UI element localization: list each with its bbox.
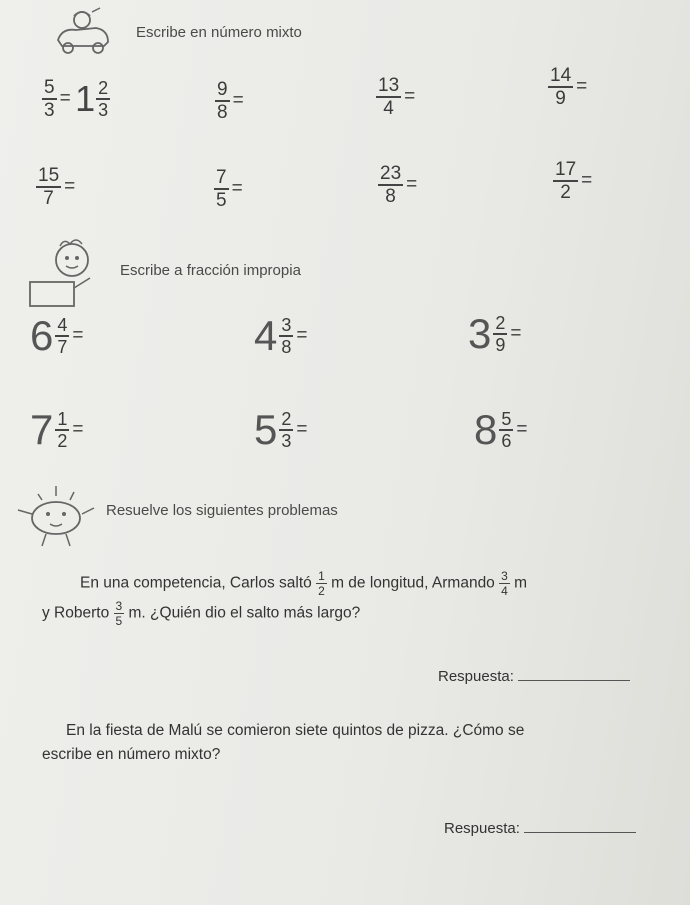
- whole-number: 4: [254, 312, 278, 359]
- exercise-item: $\frac{23}{8}$ =: [380, 163, 418, 207]
- fraction: $\frac{7}{5}$: [216, 167, 227, 211]
- fraction: $\frac{3}{8}$: [281, 315, 292, 357]
- problem-2-line-2: escribe en número mixto?: [42, 746, 221, 763]
- exercise-item: 4 $\frac{3}{8}$ =: [254, 312, 308, 359]
- section-title-problems: Resuelve los siguientes problemas: [106, 502, 338, 519]
- cartoon-thinking-child-icon: [12, 480, 98, 548]
- whole-number: 7: [30, 406, 54, 453]
- fraction: $\frac{17}{2}$: [555, 159, 577, 203]
- exercise-item: $\frac{9}{8}$ =: [217, 79, 244, 123]
- whole-number: 3: [468, 310, 492, 357]
- answer-1: Respuesta:: [438, 668, 630, 685]
- fraction: $\frac{23}{8}$: [380, 163, 402, 207]
- example-conversion: [42, 78, 110, 120]
- exercise-item: 5 $\frac{2}{3}$ =: [254, 406, 308, 453]
- fraction: $\frac{2}{9}$: [495, 313, 506, 355]
- cartoon-child-sign-icon: [26, 238, 108, 308]
- problem-1-line-2: y Roberto $\frac{3}{5}$ m. ¿Quién dio el salto más largo?: [42, 599, 361, 628]
- exercise-item: 6 $\frac{4}{7}$ =: [30, 312, 84, 359]
- fraction: $\frac{14}{9}$: [550, 65, 572, 109]
- whole-number: 1: [75, 78, 96, 119]
- fraction: $\frac{13}{4}$: [378, 75, 400, 119]
- whole-number: 6: [30, 312, 54, 359]
- equals-sign: =: [59, 88, 71, 109]
- fraction: $\frac{1}{2}$: [57, 409, 68, 451]
- fraction: $\frac{3}{4}$: [501, 569, 508, 598]
- exercise-item: $\frac{17}{2}$ =: [555, 159, 593, 203]
- whole-number: 5: [254, 406, 278, 453]
- fraction: $\frac{5}{6}$: [501, 409, 512, 451]
- exercise-item: $\frac{15}{7}$ =: [38, 165, 76, 209]
- exercise-item: 7 $\frac{1}{2}$ =: [30, 406, 84, 453]
- answer-2: Respuesta:: [444, 820, 636, 837]
- exercise-item: $\frac{7}{5}$ =: [216, 167, 243, 211]
- answer-blank-1[interactable]: [518, 680, 630, 681]
- exercise-item: 8 $\frac{5}{6}$ =: [474, 406, 528, 453]
- problem-1-line-1: En una competencia, Carlos saltó $\frac{1}{2}$ m de longitud, Armando $\frac{3}{4}$ m: [80, 569, 528, 598]
- cartoon-car-icon: [52, 6, 114, 58]
- section-title-improper-fraction: Escribe a fracción impropia: [120, 262, 301, 279]
- exercise-item: $\frac{14}{9}$ =: [550, 65, 588, 109]
- problem-2-line-1: En la fiesta de Malú se comieron siete quintos de pizza. ¿Cómo se: [66, 722, 525, 739]
- fraction: $\frac{5}{3}$: [44, 77, 55, 121]
- whole-number: 8: [474, 406, 498, 453]
- fraction: $\frac{2}{3}$: [98, 78, 109, 120]
- section-title-mixed-number: Escribe en número mixto: [136, 24, 302, 41]
- fraction: $\frac{3}{5}$: [115, 599, 123, 628]
- fraction: $\frac{4}{7}$: [57, 315, 68, 357]
- exercise-item: $\frac{13}{4}$ =: [378, 75, 416, 119]
- exercise-item: 3 $\frac{2}{9}$ =: [468, 310, 522, 357]
- fraction: $\frac{2}{3}$: [281, 409, 292, 451]
- fraction: $\frac{9}{8}$: [217, 79, 228, 123]
- fraction: $\frac{15}{7}$: [38, 165, 60, 209]
- answer-blank-2[interactable]: [524, 832, 636, 833]
- fraction: $\frac{1}{2}$: [318, 569, 325, 598]
